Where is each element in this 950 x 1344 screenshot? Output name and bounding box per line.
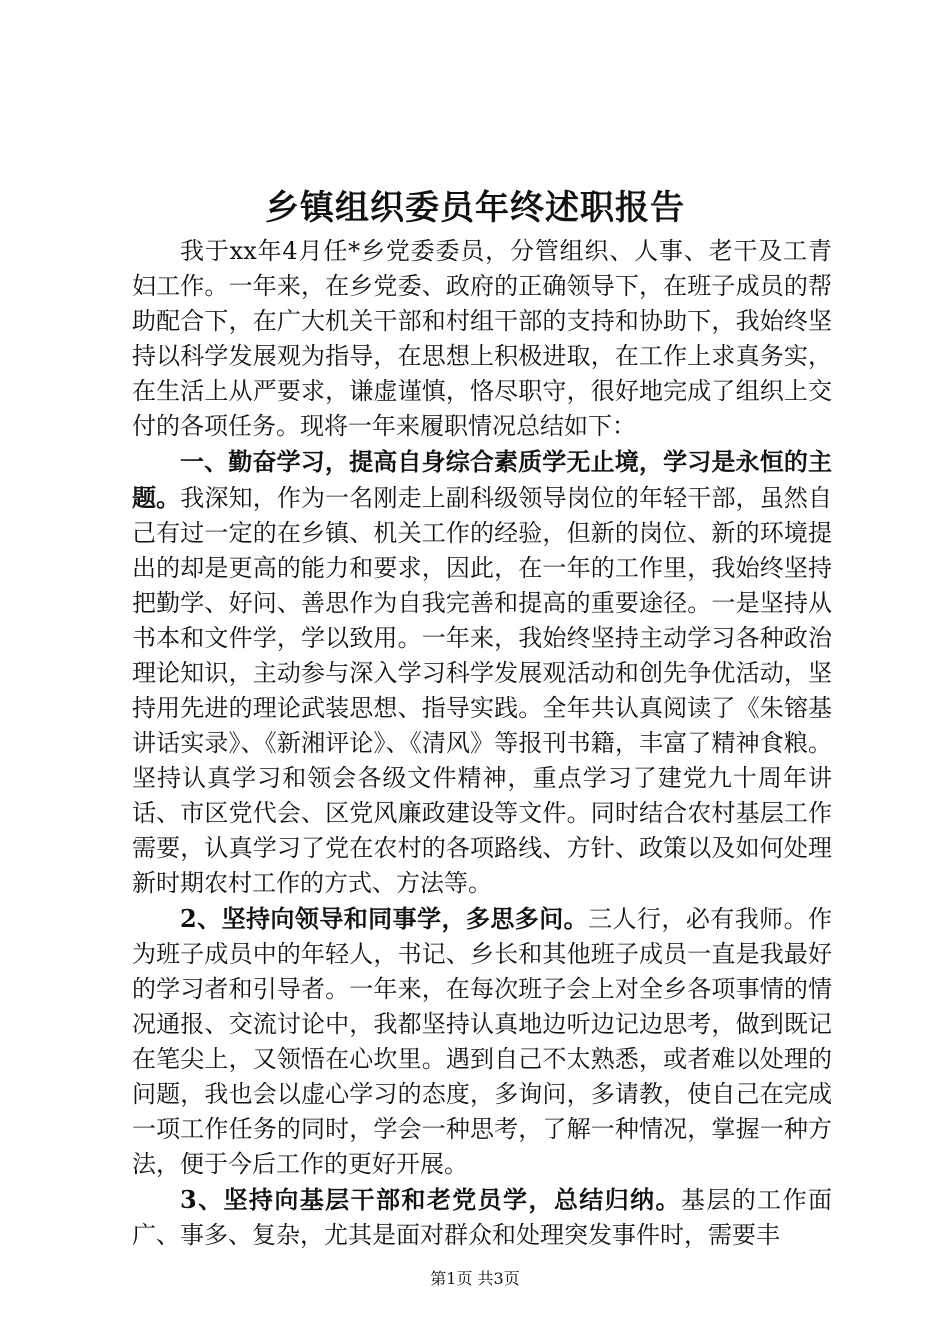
paragraph-section-1 [132, 444, 832, 901]
page-footer: 第1页 共3页 [430, 1269, 520, 1288]
document-body [132, 234, 832, 1253]
paragraph-text: 三人行，必有我师。作为班子成员中的年轻人，书记、乡长和其他班子成员一直是我最好的学习者和引导者。一年来，在每次班子会上对全乡各项事情的情况通报、交流讨论中，我都坚持认真地边听边记边思考，做到既记在笔尖上，又领悟在心坎里。遇到自己不太熟悉，或者难以处理的问题，我也会以虚心学习的态度，多询问，多请教，使自己在完成一项工作任务的同时，学会一种思考，了解一种情况，掌握一种方法，便于今后工作的更好开展。 [132, 905, 833, 1178]
paragraph-text: 我深知，作为一名刚走上副科级领导岗位的年轻干部，虽然自己有过一定的在乡镇、机关工作的经验，但新的岗位、新的环境提出的却是更高的能力和要求，因此，在一年的工作里，我始终坚持把勤学、好问、善思作为自我完善和提高的重要途径。一是坚持从书本和文件学，学以致用。一年来，我始终坚持主动学习各种政治理论知识，主动参与深入学习科学发展观活动和创先争优活动，坚持用先进的理论武装思想、指导实践。全年共认真阅读了《朱镕基讲话实录》、《新湘评论》、《清风》等报刊书籍，丰富了精神食粮。坚持认真学习和领会各级文件精神，重点学习了建党九十周年讲话、市区党代会、区党风廉政建设等文件。同时结合农村基层工作需要，认真学习了党在农村的各项路线、方针、政策以及如何处理新时期农村工作的方式、方法等。 [132, 484, 833, 897]
paragraph-text: 我于xx年4月任*乡党委委员，分管组织、人事、老干及工青妇工作。一年来，在乡党委、政府的正确领导下，在班子成员的帮助配合下，在广大机关干部和村组干部的支持和协助下，我始终坚持以科学发展观为指导，在思想上积极进取，在工作上求真务实，在生活上从严要求，谦虚谨慎，恪尽职守，很好地完成了组织上交付的各项任务。现将一年来履职情况总结如下： [132, 237, 832, 440]
section-heading: 一、勤奋学习，提高自身综合素质学无止境，学习是永恒的主题。 [132, 447, 832, 512]
section-heading: 3、坚持向基层干部和老党员学，总结归纳。 [180, 1185, 681, 1214]
paragraph-section-3 [132, 1182, 832, 1253]
paragraph-text: 基层的工作面广、事多、复杂，尤其是面对群众和处理突发事件时，需要丰 [132, 1186, 832, 1249]
paragraph-intro [132, 234, 832, 444]
document-title: 乡镇组织委员年终述职报告 [265, 188, 685, 228]
paragraph-section-2 [132, 901, 832, 1182]
section-heading: 2、坚持向领导和同事学，多思多问。 [180, 904, 589, 933]
